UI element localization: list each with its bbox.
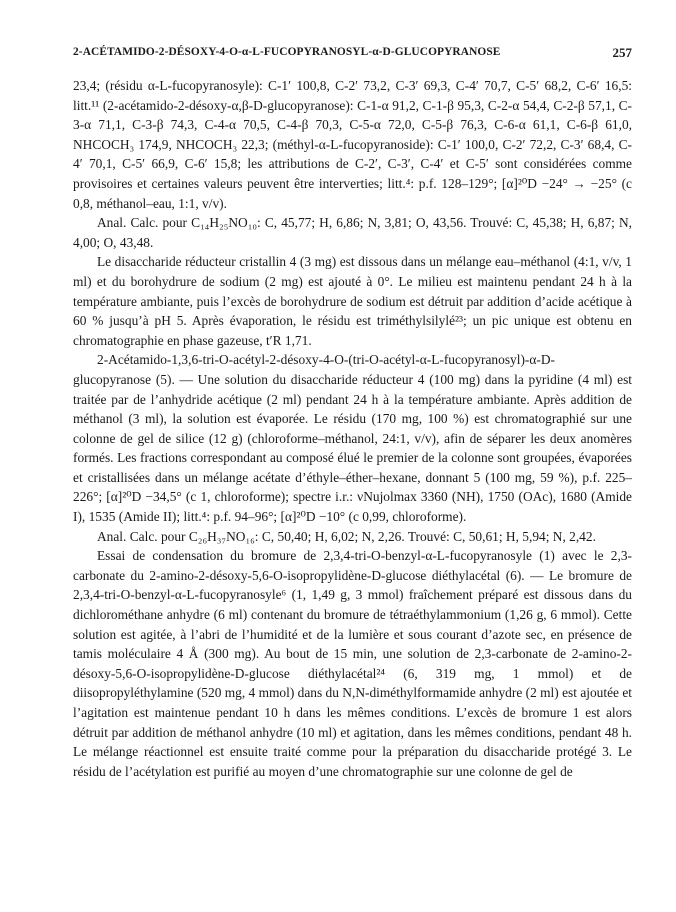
running-title: 2-ACÉTAMIDO-2-DÉSOXY-4-O-α-L-FUCOPYRANOSYL-α-D-GLUCOPYRANOSE xyxy=(73,46,501,58)
acetylation-procedure-paragraph: 2-Acétamido-1,3,6-tri-O-acétyl-2-désoxy-4-O-(tri-O-acétyl-α-L-fucopyranosyl)-α-D-glucopyranose (5). — Une solution du disaccharide réducteur 4 (100 mg) dans la pyridine (4 ml) est traitée par de l’anhydride acétique (2 ml) pendant 24 h à la température ambiante. Après addition de méthanol (3 ml), la solution est évaporée. Le résidu (170 mg, 100 %) est chromatographié sur une colonne de gel de silice (12 g) (chloroforme–méthanol, 24:1, v/v), afin de séparer les deux anomères formés. Les fractions correspondant au composé élué le premier de la colonne sont groupées, évaporées et cristallisées dans un mélange acétate d’éthyle–éther–hexane, donnant 5 (100 mg, 59 %), p.f. 225–226°; [α]²⁰D −34,5° (c 1, chloroforme); spectre i.r.: νNujolmax 3360 (NH), 1750 (OAc), 1680 (Amide I), 1535 (Amide II); litt.⁴: p.f. 94–96°; [α]²⁰D −10° (c 0,99, chloroforme). xyxy=(73,352,632,525)
elemental-analysis-paragraph-2: Anal. Calc. pour C₂₆H₃₇NO₁₆: C, 50,40; H, 6,02; N, 2,26. Trouvé: C, 50,61; H, 5,94; N, 2,42. xyxy=(97,528,596,544)
body-text xyxy=(73,76,632,781)
page-number: 257 xyxy=(612,45,632,60)
condensation-procedure-paragraph: Essai de condensation du bromure de 2,3,4-tri-O-benzyl-α-L-fucopyranosyle (1) avec le 2,3-carbonate du 2-amino-2-désoxy-5,6-O-isopropylidène-D-glucose diéthylacétal (6). — Le bromure de 2,3,4-tri-O-benzyl-α-L-fucopyranosyle⁶ (1, 1,49 g, 3 mmol) fraîchement préparé est dissous dans du dichlorométhane anhydre (6 ml) contenant du bromure de tétraéthylammonium (1,26 g, 6 mmol). Cette solution est agitée, à l’abri de l’humidité et de la lumière et sous courant d’azote sec, en présence de tamis moléculaire 4 Å (300 mg). Au bout de 15 min, une solution de 2,3-carbonate de 2-amino-2-désoxy-5,6-O-isopropylidène-D-glucose diéthylacétal²⁴ (6, 319 mg, 1 mmol) et de diisopropyléthylamine (520 mg, 4 mmol) dans du N,N-diméthylformamide anhydre (2 ml) est ajoutée et l’agitation est maintenue pendant 10 h dans les mêmes conditions. L’excès de bromure 1 est alors détruit par addition de méthanol anhydre (10 ml) et agitation, dans les mêmes conditions, pendant 48 h. Le mélange réactionnel est ensuite traité comme pour la préparation du disaccharide protégé 3. Le résidu de l’acétylation est purifié au moyen d’une chromatographie sur une colonne de gel de xyxy=(73,548,632,779)
nmr-data-paragraph: 23,4; (résidu α-L-fucopyranosyle): C-1′ 100,8, C-2′ 73,2, C-3′ 69,3, C-4′ 70,7, C-5′ 68,2, C-6′ 16,5: litt.¹¹ (2-acétamido-2-désoxy-α,β-D-glucopyranose): C-1-α 91,2, C-1-β 95,3, C-2-α 54,4, C-2-β 57,1, C-3-α 71,1, C-3-β 74,3, C-4-α 70,5, C-4-β 70,3, C-5-α 72,0, C-5-β 76,3, C-6-α 61,1, C-6-β 61,0, NHCOCH₃ 174,9, NHCOCH₃ 22,3; (méthyl-α-L-fucopyranoside): C-1′ 100,0, C-2′ 72,2, C-3′ 68,4, C-4′ 70,1, C-5′ 66,9, C-6′ 15,8; les attributions de C-2′, C-3′, C-4′ et C-5′ sont considérées comme provisoires et certaines valeurs peuvent être interverties; litt.⁴: p.f. 128–129°; [α]²⁰D −24° → −25° (c 0,8, méthanol–eau, 1:1, v/v). xyxy=(73,78,632,211)
elemental-analysis-paragraph: Anal. Calc. pour C₁₄H₂₅NO₁₀: C, 45,77; H, 6,86; N, 3,81; O, 43,56. Trouvé: C, 45,38; H, 6,87; N, 4,00; O, 43,48. xyxy=(73,215,632,250)
reduction-procedure-paragraph: Le disaccharide réducteur cristallin 4 (3 mg) est dissous dans un mélange eau–méthanol (4:1, v/v, 1 ml) et du borohydrure de sodium (2 mg) est ajouté à 0°. Le milieu est maintenu pendant 24 h à la température ambiante, puis l’excès de borohydrure de sodium est détruit par addition d’acide acétique à 60 % jusqu’à pH 5. Après évaporation, le résidu est triméthylsilylé²³; un pic unique est obtenu en chromatographie en phase gazeuse, t′R 1,71. xyxy=(73,254,632,348)
running-head xyxy=(73,46,632,64)
